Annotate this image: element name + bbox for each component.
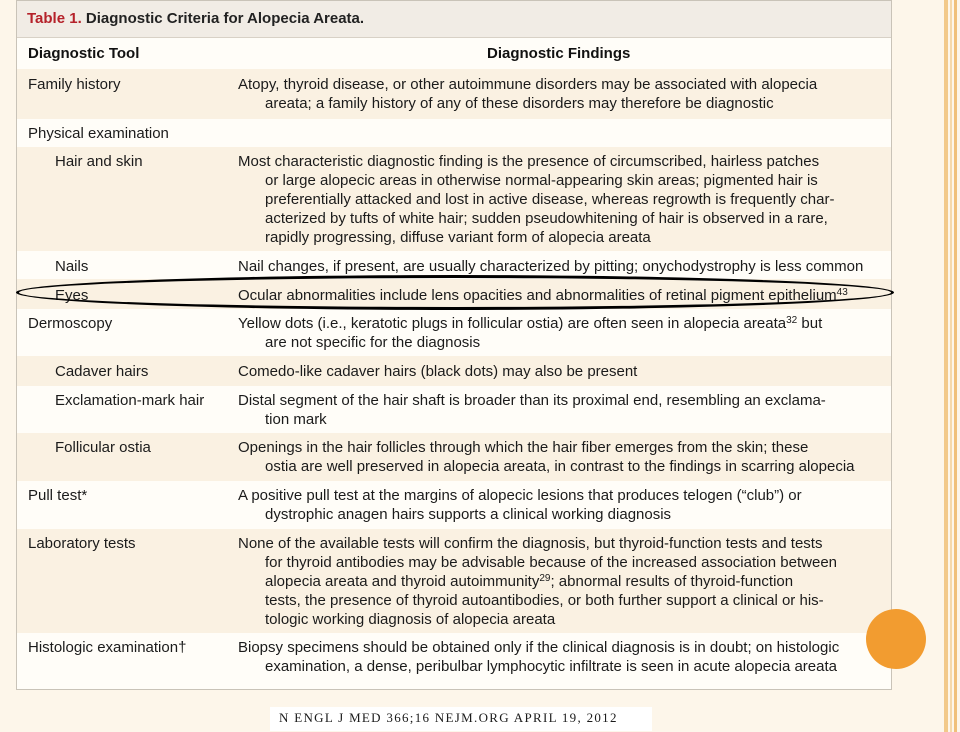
row-tool: Exclamation-mark hair	[55, 392, 205, 409]
table-row	[17, 529, 891, 633]
decorative-circle	[866, 609, 926, 669]
table-title	[17, 1, 891, 38]
row-tool: Follicular ostia	[55, 439, 151, 456]
row-findings: Yellow dots (i.e., keratotic plugs in follicular ostia) are often seen in alopecia areata$^{32}$ but are not specific for the diagnosis	[238, 315, 823, 351]
table-row	[17, 309, 891, 356]
row-tool: Nails	[55, 258, 89, 275]
row-findings: Distal segment of the hair shaft is broader than its proximal end, resembling an exclama- tion mark	[238, 392, 826, 428]
highlight-oval	[16, 275, 894, 310]
table-row	[17, 386, 891, 433]
table-row	[17, 633, 891, 689]
row-tool: Dermoscopy	[28, 315, 113, 332]
table-title-text: Diagnostic Criteria for Alopecia Areata.	[85, 10, 365, 27]
row-tool: Pull test*	[28, 487, 88, 504]
row-findings: A positive pull test at the margins of alopecic lesions that produces telogen (“club”) or dystrophic anagen hairs supports a clinical working diagnosis	[238, 487, 802, 523]
citation-footer: N ENGL J MED 366;16 NEJM.ORG APRIL 19, 2012	[279, 710, 618, 725]
row-tool: Laboratory tests	[28, 535, 136, 552]
decorative-stripe	[954, 0, 957, 732]
decorative-stripe	[944, 0, 948, 732]
row-findings: Most characteristic diagnostic finding is the presence of circumscribed, hairless patches or large alopecic areas in otherwise normal-appearing skin areas; pigmented hair is preferentially attacked and lost in active disease, whereas regrowth is frequently char- acterized by tufts of white hair; sudden pseudowhitening of hair is observed in a rare, rapidly progressing, diffuse variant form of alopecia areata	[238, 153, 835, 246]
table-row	[17, 119, 891, 147]
table-row	[17, 69, 891, 119]
reference-superscript: 43	[836, 287, 848, 298]
row-findings: Atopy, thyroid disease, or other autoimmune disorders may be associated with alopecia areata; a family history of any of these disorders may therefore be diagnostic	[238, 76, 818, 112]
table-row	[17, 147, 891, 251]
column-header-tool: Diagnostic Tool	[28, 45, 140, 62]
row-findings: None of the available tests will confirm the diagnosis, but thyroid-function tests and tests for thyroid antibodies may be advisable because of the increased association between alopecia areata and thyroid autoimmunity$^{29}$; abnormal results of thyroid-function tests, the presence of thyroid autoantibodies, or both further support a clinical or his- tologic working diagnosis of alopecia areata	[238, 535, 838, 628]
row-findings: Ocular abnormalities include lens opacities and abnormalities of retinal pigment epithelium$^{43}$	[238, 287, 848, 304]
row-tool: Eyes	[55, 287, 89, 304]
row-findings: Openings in the hair follicles through which the hair fiber emerges from the skin; these ostia are well preserved in alopecia areata, in contrast to the findings in scarring alopecia	[238, 439, 855, 475]
row-findings: Nail changes, if present, are usually characterized by pitting; onychodystrophy is less common	[238, 258, 864, 275]
diagnostic-criteria-table	[16, 0, 892, 690]
table-row	[17, 481, 891, 529]
reference-superscript: 29	[539, 573, 551, 584]
table-row	[17, 356, 891, 386]
row-tool: Cadaver hairs	[55, 363, 149, 380]
reference-superscript: 32	[786, 315, 798, 326]
row-findings: Comedo-like cadaver hairs (black dots) may also be present	[238, 363, 638, 380]
row-findings: Biopsy specimens should be obtained only if the clinical diagnosis is in doubt; on histologic examination, a dense, peribulbar lymphocytic infiltrate is seen in acute alopecia areata	[238, 639, 840, 675]
column-header-findings: Diagnostic Findings	[487, 45, 631, 62]
table-row	[17, 433, 891, 481]
row-tool: Family history	[28, 76, 121, 93]
table-number: Table 1.	[27, 10, 82, 27]
row-tool: Physical examination	[28, 125, 169, 142]
row-tool: Hair and skin	[55, 153, 143, 170]
row-tool: Histologic examination†	[28, 639, 187, 656]
decorative-stripe	[950, 0, 952, 732]
